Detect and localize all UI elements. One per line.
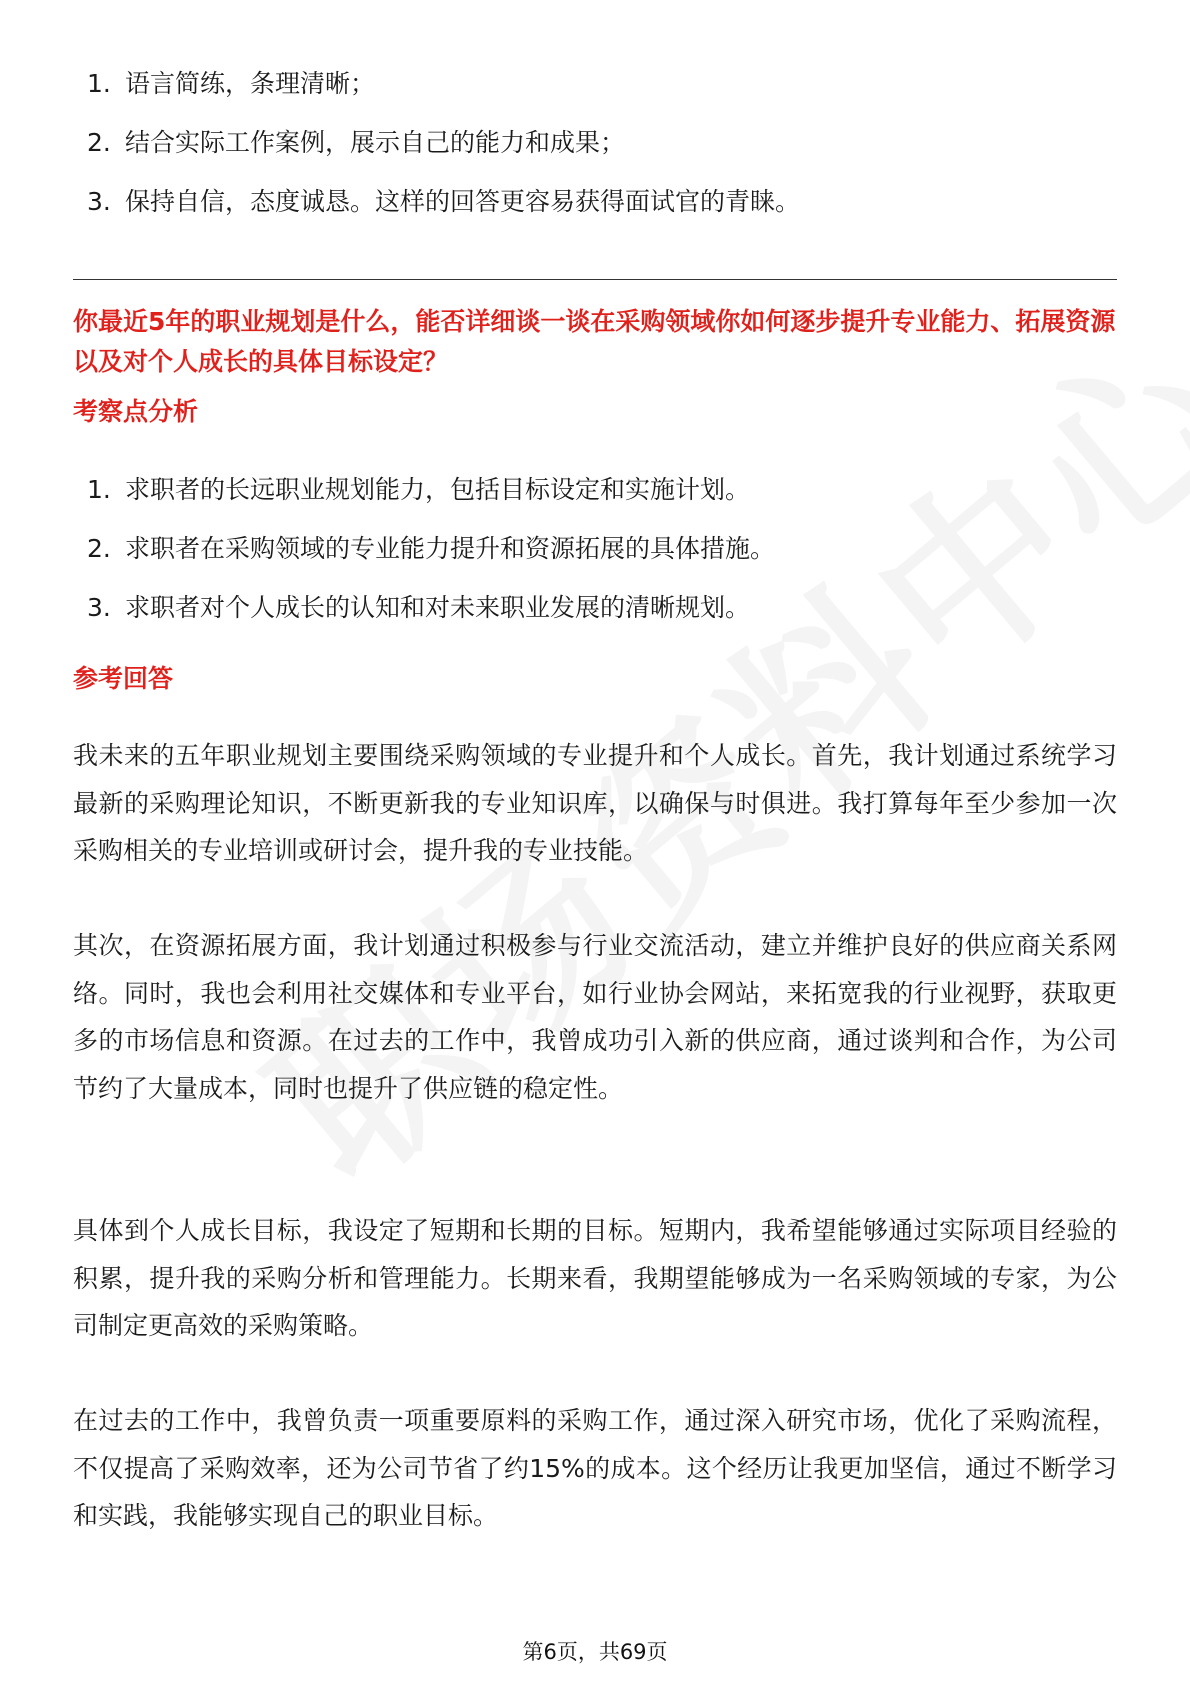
list-item [73, 182, 800, 222]
tips-list [73, 64, 800, 241]
list-item [73, 588, 775, 628]
list-text: 语言简练，条理清晰； [125, 69, 376, 98]
list-text: 结合实际工作案例，展示自己的能力和成果； [125, 128, 626, 157]
list-number: 1. [87, 69, 111, 98]
answer-paragraph: 具体到个人成长目标，我设定了短期和长期的目标。短期内，我希望能够通过实际项目经验的积累，提升我的采购分析和管理能力。长期来看，我期望能够成为一名采购领域的专家，为公司制定更高效的采购策略。 [73, 1216, 1117, 1340]
analysis-title: 考察点分析 [73, 397, 199, 426]
page-number: 第6页，共69页 [522, 1640, 668, 1664]
list-text: 求职者在采购领域的专业能力提升和资源拓展的具体措施。 [125, 534, 776, 563]
list-text: 保持自信，态度诚恳。这样的回答更容易获得面试官的青睐。 [125, 187, 801, 216]
list-item [73, 64, 800, 104]
analysis-list [73, 470, 775, 647]
list-number: 3. [87, 593, 111, 622]
list-text: 求职者的长远职业规划能力，包括目标设定和实施计划。 [125, 475, 751, 504]
answer-paragraph: 我未来的五年职业规划主要围绕采购领域的专业提升和个人成长。首先，我计划通过系统学习最新的采购理论知识，不断更新我的专业知识库，以确保与时俱进。我打算每年至少参加一次采购相关的专业培训或研讨会，提升我的专业技能。 [73, 741, 1117, 865]
list-number: 2. [87, 534, 111, 563]
list-number: 1. [87, 475, 111, 504]
answer-paragraph: 其次，在资源拓展方面，我计划通过积极参与行业交流活动，建立并维护良好的供应商关系网络。同时，我也会利用社交媒体和专业平台，如行业协会网站，来拓宽我的行业视野，获取更多的市场信息和资源。在过去的工作中，我曾成功引入新的供应商，通过谈判和合作，为公司节约了大量成本，同时也提升了供应链的稳定性。 [73, 931, 1117, 1103]
question-heading: 你最近5年的职业规划是什么，能否详细谈一谈在采购领域你如何逐步提升专业能力、拓展资源以及对个人成长的具体目标设定？ [73, 307, 1116, 376]
list-number: 2. [87, 128, 111, 157]
section-divider [73, 279, 1117, 280]
answer-paragraph: 在过去的工作中，我曾负责一项重要原料的采购工作，通过深入研究市场，优化了采购流程，不仅提高了采购效率，还为公司节省了约15%的成本。这个经历让我更加坚信，通过不断学习和实践，我能够实现自己的职业目标。 [73, 1406, 1117, 1530]
list-number: 3. [87, 187, 111, 216]
list-item [73, 470, 775, 510]
list-item [73, 529, 775, 569]
list-item [73, 123, 800, 163]
list-text: 求职者对个人成长的认知和对未来职业发展的清晰规划。 [125, 593, 751, 622]
answer-title: 参考回答 [73, 664, 174, 693]
